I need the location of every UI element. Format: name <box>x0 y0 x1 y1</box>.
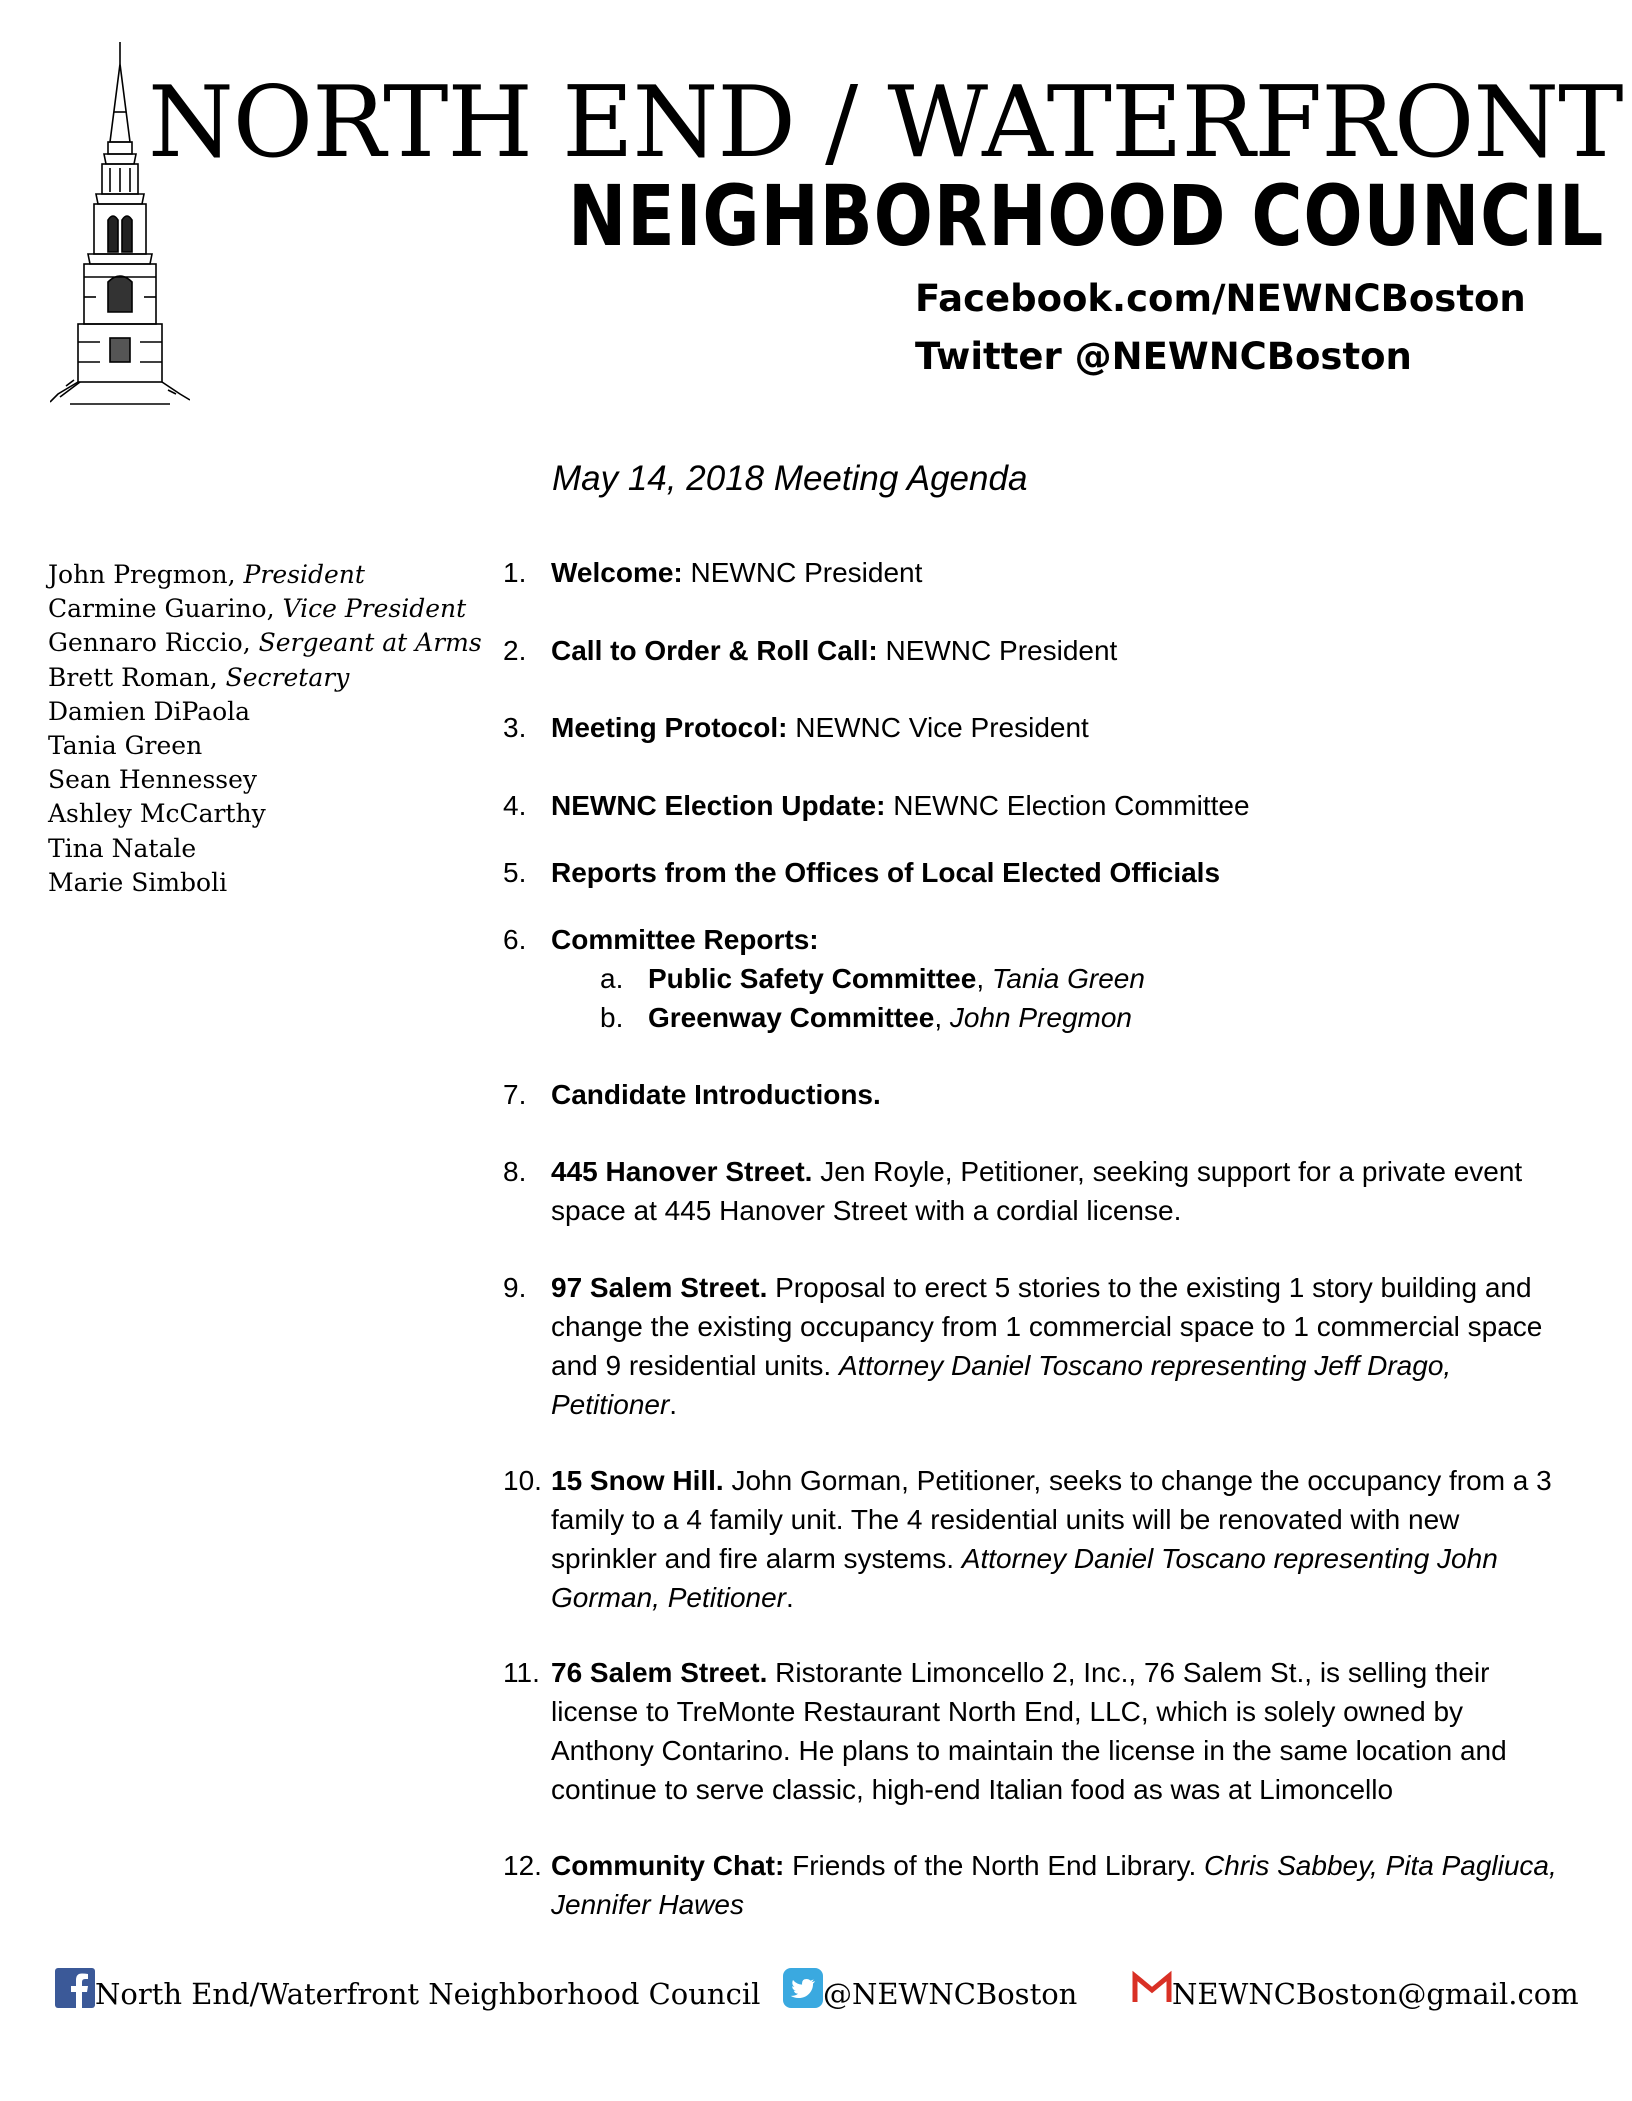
member-item: Tina Natale <box>48 833 197 863</box>
footer <box>0 1968 1632 2018</box>
header-title-line2: NEIGHBORHOOD COUNCIL <box>568 167 1605 265</box>
facebook-icon <box>55 1968 95 2008</box>
footer-email-link[interactable]: NEWNCBoston@gmail.com <box>1132 1968 1579 2014</box>
footer-twitter-link[interactable]: @NEWNCBoston <box>783 1968 1077 2014</box>
member-item: Gennaro Riccio, Sergeant at Arms <box>48 628 482 658</box>
member-item: Brett Roman, Secretary <box>48 662 350 692</box>
header-title-line1: NORTH END / WATERFRONT <box>148 66 1623 180</box>
council-members-list <box>48 558 482 900</box>
header-facebook: Facebook.com/NEWNCBoston <box>915 277 1526 320</box>
member-item: Sean Hennessey <box>48 765 258 795</box>
member-item: Ashley McCarthy <box>48 799 266 829</box>
footer-facebook-link[interactable]: North End/Waterfront Neighborhood Council <box>55 1968 760 2014</box>
meeting-title: May 14, 2018 Meeting Agenda <box>552 459 1028 498</box>
member-item: Damien DiPaola <box>48 696 251 726</box>
member-item: Tania Green <box>48 731 203 761</box>
header-twitter: Twitter @NEWNCBoston <box>915 335 1412 378</box>
member-item: Marie Simboli <box>48 867 228 897</box>
member-item: John Pregmon, President <box>48 560 365 589</box>
twitter-icon <box>783 1968 823 2008</box>
gmail-icon <box>1132 1968 1172 2008</box>
member-item: Carmine Guarino, Vice President <box>48 594 467 624</box>
agenda-page: NORTH END / WATERFRONT NEIGHBORHOOD COUNCIL Facebook.com/NEWNCBoston Twitter @NEWNCBoston May 14, 2018 Meeting Agenda John Pregmon, President Carmine Guarino, Vice President Gennaro Riccio, Sergeant at Arms Brett Roman, Secretary Damien DiPaola Tania Green Sean Hennessey Ashley McCarthy Tina Natale Marie Simboli 1. Welcome: NEWNC President 2. Call to Order & Roll Call: NEWNC President 3. Meeting Protocol: NEWNC Vice President 4. NEWNC Election Update: NEWNC Election Committee 5. Reports from the Offices of Local Elected Officials 6. Committee Reports: a. Public Safety Committee, Tania Green b. Greenway Committee, John Pregmon 7. Candidate Introductions. 8. 445 Hanover Street. Jen Royle, Petitioner, seeking support for a private event space at 445 Hanover Street with a cordial license. 9. 97 Salem Street. Proposal to erect 5 stories to the existing 1 story building and change the existing occupancy from 1 commercial space to 1 commercial space and 9 residential units. Attorney Daniel Toscano representing Jeff Drago, Petitioner. 10. 15 Snow Hill. John Gorman, Petitioner, seeks to change the occupancy from a 3 family to a 4 family unit. The 4 residential units will be renovated with new sprinkler and fire alarm systems. Attorney Daniel Toscano representing John Gorman, Petitioner. 11. 76 Salem Street. Ristorante Limoncello 2, Inc., 76 Salem St., is selling their license to TreMonte Restaurant North End, LLC, which is solely owned by Anthony Contarino. He plans to maintain the license in the same location and continue to serve classic, high-end Italian food as was at Limoncello 12. Community Chat: Friends of the North End Library. Chris Sabbey, Pita Pagliuca, Jennifer Hawes North End/Waterfront Neighborhood Council @NEWNCBoston NEWNCBoston@gmail.com <box>0 0 1632 2101</box>
